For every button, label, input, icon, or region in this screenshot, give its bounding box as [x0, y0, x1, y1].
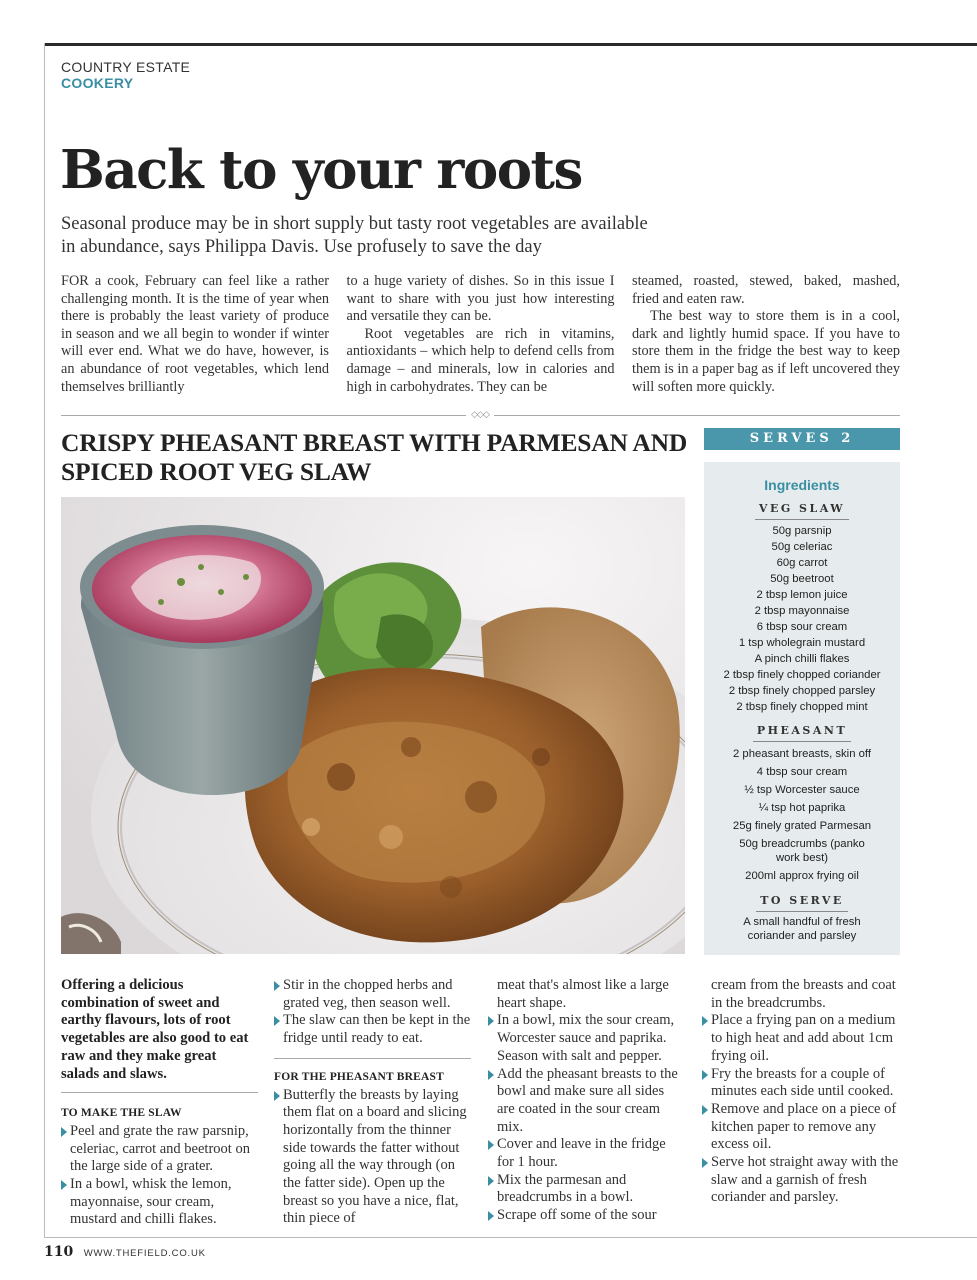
slaw-method-heading: TO MAKE THE SLAW: [61, 1107, 182, 1120]
intro-paragraph: FOR a cook, February can feel like a rather challenging month. It is the time of year when there is probably the least variety of produce in season and we all begin to wonder if winter will ever end. What we do have, however, is an abundance of root vegetables, which lend themselves brilliantly: [61, 273, 329, 395]
pheasant-steps-continued: [488, 977, 685, 1225]
method-column-3: [488, 977, 685, 1225]
veg-slaw-heading: VEG SLAW: [755, 502, 849, 520]
method-column-1: [61, 977, 258, 1229]
page-number: 110: [44, 1244, 74, 1260]
page-footer: [44, 1243, 206, 1261]
column-rule: [274, 1058, 471, 1059]
method-step: Peel and grate the raw parsnip, celeriac, carrot and beetroot on the large side of a grater.: [61, 1123, 258, 1176]
ingredients-panel: [704, 462, 900, 955]
top-rule: [44, 43, 977, 46]
method-step: Mix the parmesan and breadcrumbs in a bowl.: [488, 1172, 685, 1207]
recipe-photo: [61, 497, 685, 954]
ingredient-item: 2 tbsp finely chopped parsley: [728, 685, 876, 697]
intro-column-1: [61, 273, 329, 396]
intro-paragraph: steamed, roasted, stewed, baked, mashed, fried and eaten raw.: [632, 273, 900, 307]
intro-paragraph: The best way to store them is in a cool, dark and lightly humid space. If you have to store them in the fridge the best way to keep them is in a paper bag as if left uncovered they will soften more quickly.: [632, 308, 900, 395]
method-step: Add the pheasant breasts to the bowl and make sure all sides are coated in the sour cream mix.: [488, 1066, 685, 1137]
recipe-title: CRISPY PHEASANT BREAST WITH PARMESAN AND SPICED ROOT VEG SLAW: [61, 428, 688, 486]
method-column-4: [702, 977, 899, 1207]
method-step-continued: meat that's almost like a large heart shape.: [497, 977, 669, 1011]
ingredient-item: 50g parsnip: [772, 525, 832, 537]
method-step: Serve hot straight away with the slaw and a garnish of fresh coriander and parsley.: [702, 1154, 899, 1207]
ingredient-item: 200ml approx frying oil: [745, 870, 859, 882]
to-serve-heading: TO SERVE: [756, 894, 848, 912]
intro-column-3: [632, 273, 900, 396]
ingredient-item: 2 tbsp finely chopped mint: [736, 701, 868, 713]
method-step: The slaw can then be kept in the fridge until ready to eat.: [274, 1012, 471, 1047]
ingredient-item: 2 tbsp lemon juice: [756, 589, 848, 601]
bottom-rule: [44, 1237, 977, 1238]
method-step: Cover and leave in the fridge for 1 hour.: [488, 1136, 685, 1171]
left-margin-rule: [44, 43, 45, 1238]
ingredient-item: 2 pheasant breasts, skin off: [733, 748, 871, 760]
method-step: Scrape off some of the sour: [488, 1207, 685, 1225]
method-step: Fry the breasts for a couple of minutes each side until cooked.: [702, 1066, 899, 1101]
intro-column-2: [347, 273, 615, 396]
method-step: Stir in the chopped herbs and grated veg, then season well.: [274, 977, 471, 1012]
intro-text: [61, 273, 900, 396]
ingredient-item: 25g finely grated Parmesan: [732, 820, 872, 832]
ingredient-item: 50g celeriac: [771, 541, 833, 553]
veg-slaw-list: [704, 523, 900, 715]
ingredient-item: 50g beetroot: [770, 573, 834, 585]
ingredient-item: A pinch chilli flakes: [754, 653, 850, 665]
page-title: Back to your roots: [60, 139, 582, 201]
section-category: COOKERY: [61, 75, 134, 91]
method-text: [61, 977, 900, 1232]
slaw-steps: [61, 1123, 258, 1229]
website-url: WWW.THEFIELD.CO.UK: [83, 1248, 206, 1259]
ingredient-item: 4 tbsp sour cream: [756, 766, 848, 778]
to-serve-list: [704, 915, 900, 943]
ingredient-item: 60g carrot: [776, 557, 828, 569]
pheasant-steps: [274, 1087, 471, 1229]
column-rule: [61, 1092, 258, 1093]
pheasant-heading: PHEASANT: [753, 724, 851, 742]
final-steps: [702, 977, 899, 1207]
pheasant-dish-photo: [61, 497, 685, 954]
ingredient-item: 50g breadcrumbs (panko work best): [739, 838, 865, 864]
ingredients-heading: Ingredients: [764, 477, 840, 493]
diamond-ornament-icon: ◇◇◇: [466, 409, 494, 421]
method-step: Place a frying pan on a medium to high heat and add about 1cm frying oil.: [702, 1012, 899, 1065]
section-kicker: [61, 59, 190, 91]
method-lead: Offering a delicious combination of sweet and earthy flavours, lots of root vegetables are also good to eat raw and they make great salads and slaws.: [61, 977, 249, 1082]
method-step: In a bowl, whisk the lemon, mayonnaise, sour cream, mustard and chilli flakes.: [61, 1176, 258, 1229]
method-step: In a bowl, mix the sour cream, Worcester sauce and paprika. Season with salt and pepper.: [488, 1012, 685, 1065]
intro-paragraph: to a huge variety of dishes. So in this issue I want to share with you just how interesting and versatile they can be.: [346, 273, 615, 325]
pheasant-list: [704, 745, 900, 885]
ingredient-item: A small handful of fresh coriander and parsley: [743, 916, 861, 942]
ingredient-item: 2 tbsp mayonnaise: [754, 605, 850, 617]
method-step: Remove and place on a piece of kitchen paper to remove any excess oil.: [702, 1101, 899, 1154]
ingredient-item: 6 tbsp sour cream: [756, 621, 848, 633]
slaw-steps-continued: [274, 977, 471, 1048]
standfirst: Seasonal produce may be in short supply but tasty root vegetables are available in abundance, says Philippa Davis. Use profusely to save the day: [61, 214, 648, 257]
method-step-continued: cream from the breasts and coat in the breadcrumbs.: [711, 977, 896, 1011]
section-name: COUNTRY ESTATE: [61, 59, 191, 75]
ingredient-item: 1 tsp wholegrain mustard: [738, 637, 866, 649]
pheasant-method-heading: FOR THE PHEASANT BREAST: [274, 1070, 445, 1083]
ingredient-item: ¼ tsp hot paprika: [758, 802, 846, 814]
intro-paragraph: Root vegetables are rich in vitamins, antioxidants – which help to defend cells from damage – and minerals, low in calories and high in carbohydrates. They can be: [346, 325, 615, 395]
ingredient-item: ½ tsp Worcester sauce: [744, 784, 860, 796]
method-column-2: [274, 977, 471, 1228]
serves-banner: SERVES 2: [704, 428, 900, 450]
ingredient-item: 2 tbsp finely chopped coriander: [723, 669, 881, 681]
method-step: Butterfly the breasts by laying them flat on a board and slicing horizontally from the thinner side towards the fatter without going all the way through (on the fatter side). Open up the breast so you have a nice, flat, thin piece of: [274, 1087, 471, 1229]
